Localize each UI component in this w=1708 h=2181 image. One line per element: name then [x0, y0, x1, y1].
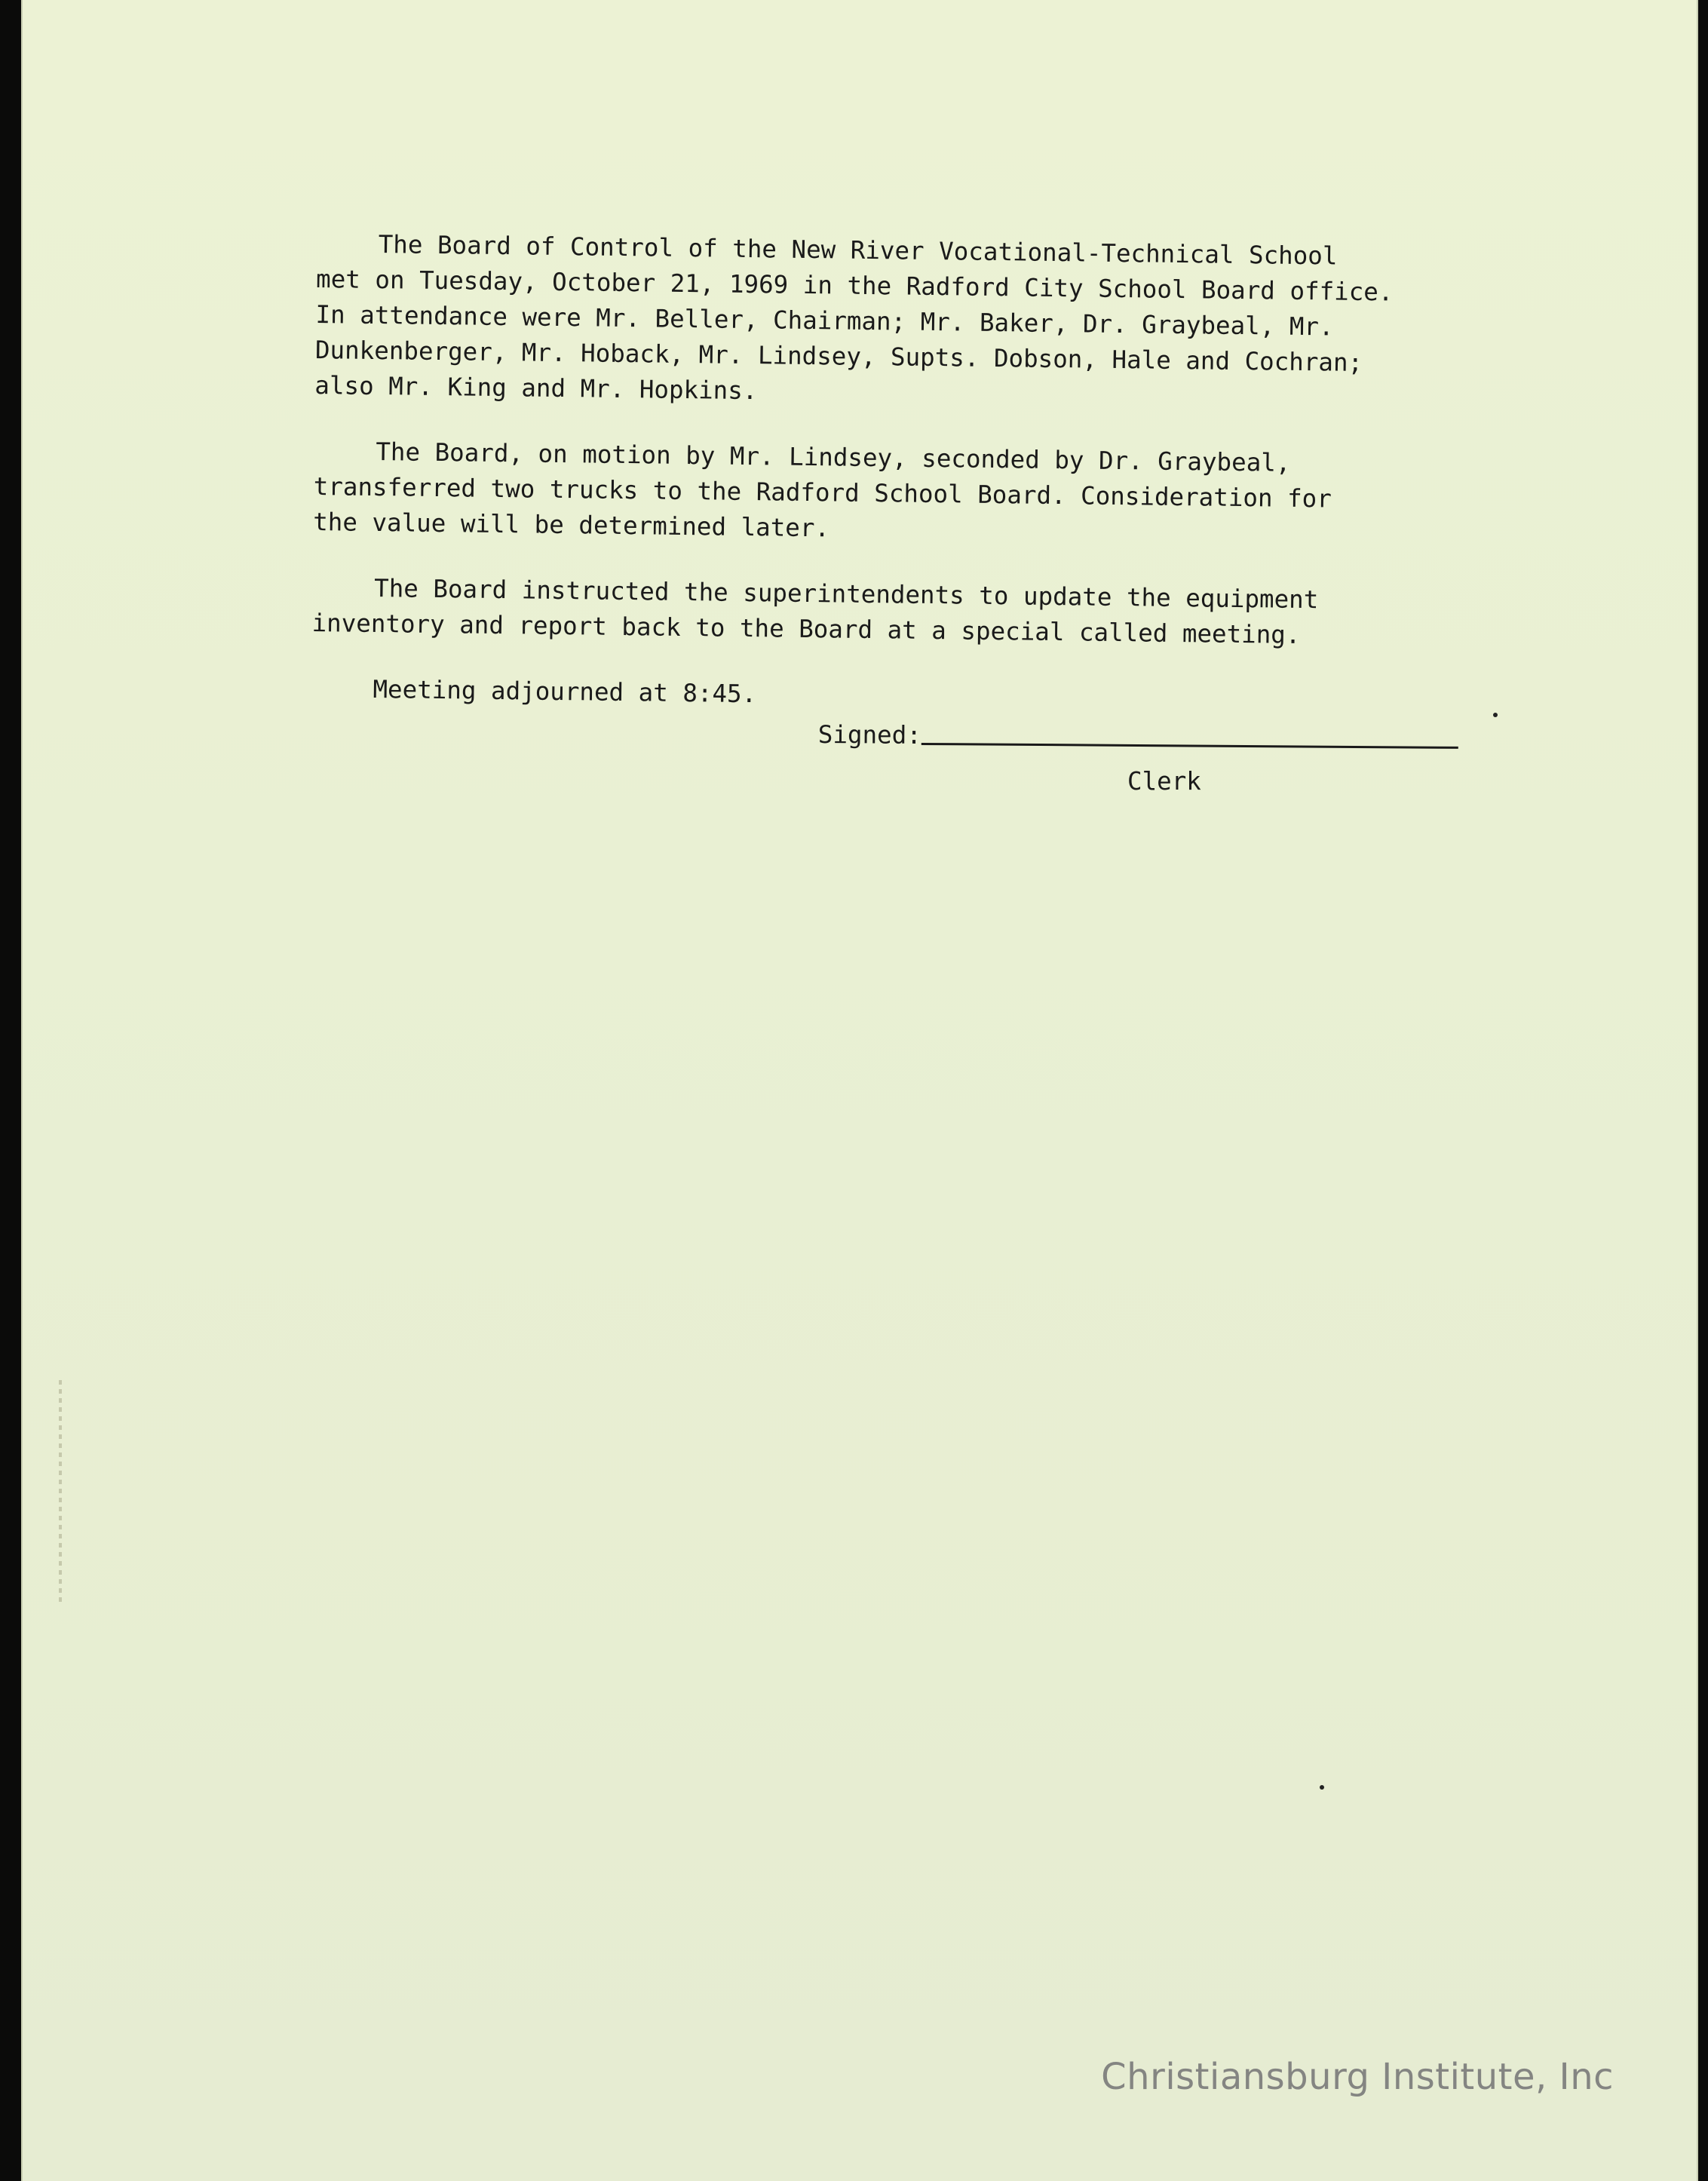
- paper-speck: [1320, 1785, 1324, 1790]
- signed-label: Signed:: [817, 720, 921, 750]
- clerk-title: Clerk: [1127, 767, 1201, 796]
- paper-speck: [1493, 713, 1498, 717]
- paragraph-adjourned: Meeting adjourned at 8:45.: [373, 674, 757, 709]
- paragraph-attendance: The Board of Control of the New River Vocational-Technical School met on Tuesday, October 21, 1969 in the Radford City School Board office. In attendance were Mr. Beller, Chairman; Mr. Baker, Dr. Graybeal, Mr. Dunkenberger, Mr. Hoback, Mr. Lindsey, Supts. Dobson, Hale and Cochran; also Mr. King and Mr. Hopkins.: [314, 230, 1394, 406]
- signature-row: [818, 720, 1458, 753]
- paper-edge-mark: [59, 1380, 62, 1606]
- watermark-text: Christiansburg Institute, Inc: [1101, 2056, 1614, 2098]
- minutes-body: [311, 226, 1538, 755]
- paragraph-trucks-motion: The Board, on motion by Mr. Lindsey, seconded by Dr. Graybeal, transferred two trucks to the Radford School Board. Consideration for the value will be determined later.: [312, 437, 1332, 543]
- signature-line: [921, 743, 1458, 749]
- paragraph-inventory: The Board instructed the superintendents to update the equipment inventory and report back to the Board at a special called meeting.: [311, 573, 1319, 649]
- paper-sheet: [21, 0, 1698, 2181]
